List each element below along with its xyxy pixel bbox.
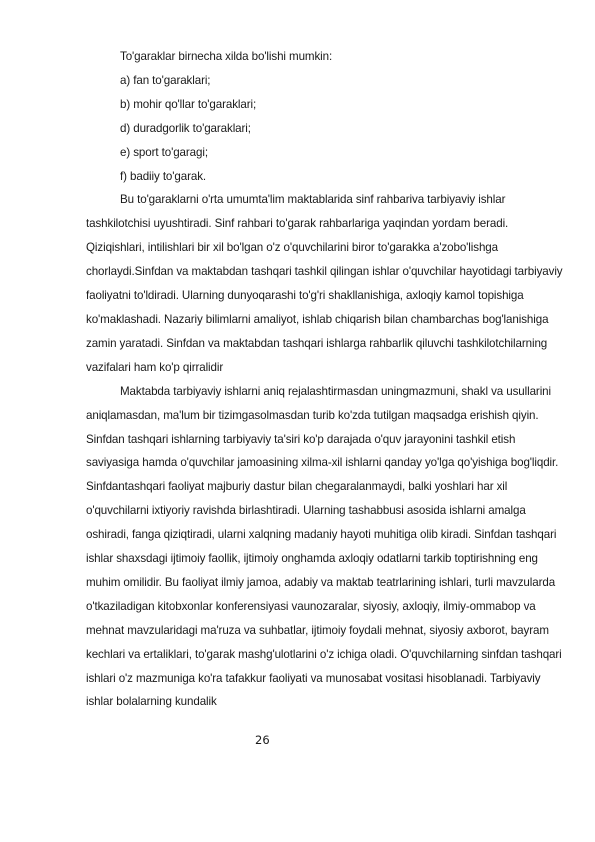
list-item: f) badiiy to'garak. bbox=[120, 169, 207, 183]
list-intro: To'garaklar birnecha xilda bo'lishi mumkin: bbox=[120, 50, 333, 63]
list-item: b) mohir qo'llar to'garaklari; bbox=[120, 97, 257, 111]
page-body bbox=[86, 45, 566, 714]
list-item: d) duradgorlik to'garaklari; bbox=[120, 121, 251, 135]
paragraph: Maktabda tarbiyaviy ishlarni aniq rejalashtirmasdan uningmazmuni, shakl va usullarini aniqlamasdan, ma'lum bir tizimgasolmasdan turib ko'zda tutilgan maqsadga erishish qiyin. Sinfdan tashqari ishlarning tarbiyaviy ta'siri ko'p darajada o'quv jarayonini tashkil etish saviyasiga hamda o'quvchilar jamoasining xilma-xil ishlarni qanday yo'lga qo'yishiga bog'liqdir. Sinfdantashqari faoliyat majburiy dastur bilan chegaralanmaydi, balki yoshlari har xil o'quvchilarni ixtiyoriy ravishda birlashtiradi. Ularning tashabbusi asosida ishlarni amalga oshiradi, fanga qiziqtiradi, ularni xalqning madaniy hayoti muhitiga olib kiradi. Sinfdan tashqari ishlar shaxsdagi ijtimoiy faollik, ijtimoiy onghamda axloqiy odatlarni tarkib toptirishning eng muhim omilidir. Bu faoliyat ilmiy jamoa, adabiy va maktab teatrlarining ishlari, turli mavzularda o'tkaziladigan kitobxonlar konferensiyasi vaunozaralar, siyosiy, axloqiy, ilmiy-ommabop va mehnat mavzularidagi ma'ruza va suhbatlar, ijtimoiy foydali mehnat, siyosiy axborot, bayram kechlari va ertaliklari, to'garak mashg'ulotlarini o'z ichiga oladi. O'quvchilarning sinfdan tashqari ishlari o'z mazmuniga ko'ra tafakkur faoliyati va munosabat vositasi hisoblanadi. Tarbiyaviy ishlar bolalarning kundalik bbox=[86, 384, 562, 709]
paragraph: Bu to'garaklarni o'rta umumta'lim maktablarida sinf rahbariva tarbiyaviy ishlar tashkilotchisi uyushtiradi. Sinf rahbari to'garak rahbarlariga yaqindan yordam beradi. Qiziqishlari, intilishlari bir xil bo'lgan o'z o'quvchilarini biror to'garakka a'zobo'lishga chorlaydi.Sinfdan va maktabdan tashqari tashkil qilingan ishlar o'quvchilar hayotidagi tarbiyaviy faoliyatni to'ldiradi. Ularning dunyoqarashi to'g'ri shakllanishiga, axloqiy kamol topishiga ko'maklashadi. Nazariy bilimlarni amaliyot, ishlab chiqarish bilan chambarchas bog'lanishiga zamin yaratadi. Sinfdan va maktabdan tashqari ishlarga rahbarlik qiluvchi tashkilotchilarning vazifalari ham ko'p qirralidir bbox=[86, 193, 563, 374]
list-item: a) fan to'garaklari; bbox=[120, 73, 211, 87]
list-item: e) sport to'garagi; bbox=[120, 145, 208, 159]
page-number: 26 bbox=[255, 733, 270, 747]
